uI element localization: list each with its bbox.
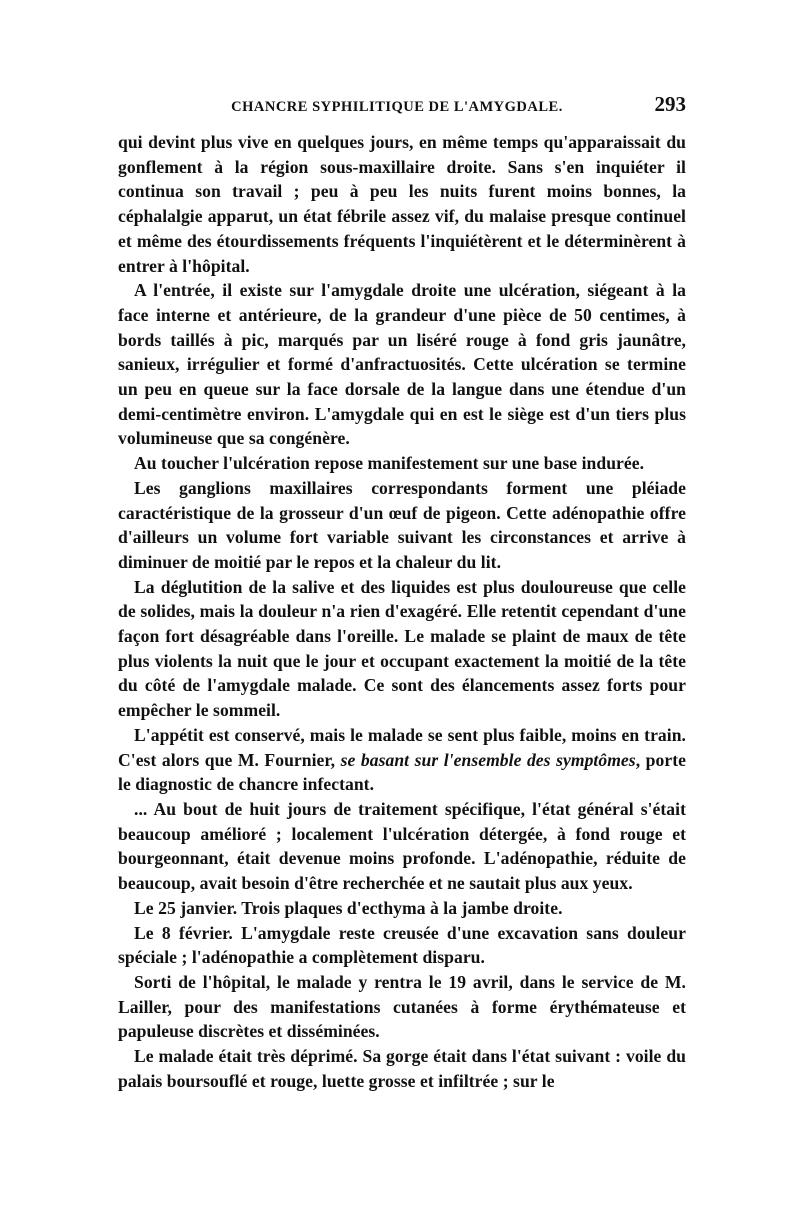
running-title: CHANCRE SYPHILITIQUE DE L'AMYGDALE. (231, 99, 563, 115)
paragraph-text: L'appétit est conservé, mais le malade se sent plus faible, moins en train. C'est alors que M. Fournier, (118, 724, 686, 770)
italic-phrase: se basant sur l'ensemble des symptômes (340, 749, 636, 770)
page-number: 293 (654, 92, 686, 116)
paragraph (118, 723, 686, 797)
paragraph: Les ganglions maxillaires correspondants forment une pléiade caractéristique de la grosseur d'un œuf de pigeon. Cette adénopathie offre d'ailleurs un volume fort variable suivant les circonstances et arrive à diminuer de moitié par le repos et la chaleur du lit. (118, 477, 686, 572)
paragraph: qui devint plus vive en quelques jours, en même temps qu'apparaissait du gonflement à la région sous-maxillaire droite. Sans s'en inquiéter il continua son travail ; peu à peu les nuits furent moins bonnes, la céphalalgie apparut, un état fébrile assez vif, du malaise presque continuel et même des étourdissements fréquents l'inquiétèrent et le déterminèrent à entrer à l'hôpital. (118, 132, 686, 276)
paragraph: Le 8 février. L'amygdale reste creusée d'une excavation sans douleur spéciale ; l'adénopathie a complètement disparu. (118, 922, 686, 968)
body-text (118, 130, 686, 1093)
paragraph: Le 25 janvier. Trois plaques d'ecthyma à la jambe droite. (134, 897, 563, 918)
paragraph: Sorti de l'hôpital, le malade y rentra le 19 avril, dans le service de M. Lailler, pour des manifestations cutanées à forme érythémateuse et papuleuse discrètes et disséminées. (118, 971, 686, 1042)
paragraph: ... Au bout de huit jours de traitement spécifique, l'état général s'était beaucoup amélioré ; localement l'ulcération détergée, à fond rouge et bourgeonnant, était devenue moins profonde. L'adénopathie, réduite de beaucoup, avait besoin d'être recherchée et ne sautait plus aux yeux. (118, 798, 686, 894)
paragraph: A l'entrée, il existe sur l'amygdale droite une ulcération, siégeant à la face interne et antérieure, de la grandeur d'une pièce de 50 centimes, à bords taillés à pic, marqués par un liséré rouge à fond gris jaunâtre, sanieux, irrégulier et formé d'anfractuosités. Cette ulcération se termine un peu en queue sur la face dorsale de la langue dans une étendue d'un demi-centimètre environ. L'amygdale qui en est le siège est d'un tiers plus volumineuse que sa congénère. (118, 280, 686, 449)
paragraph: Au toucher l'ulcération repose manifestement sur une base indurée. (134, 453, 645, 474)
paragraph-text: , porte le diagnostic de chancre infectant. (118, 749, 686, 795)
paragraph: Le malade était très déprimé. Sa gorge était dans l'état suivant : voile du palais boursouflé et rouge, luette grosse et infiltrée ; sur le (118, 1046, 686, 1091)
paragraph: La déglutition de la salive et des liquides est plus douloureuse que celle de solides, mais la douleur n'a rien d'exagéré. Elle retentit cependant d'une façon fort désagréable dans l'oreille. Le malade se plaint de maux de tête plus violents la nuit que le jour et occupant exactement la moitié de la tête du côté de l'amygdale malade. Ce sont des élancements assez forts pour empêcher le sommeil. (118, 576, 686, 721)
page-header (118, 92, 686, 122)
book-page (118, 92, 686, 1093)
